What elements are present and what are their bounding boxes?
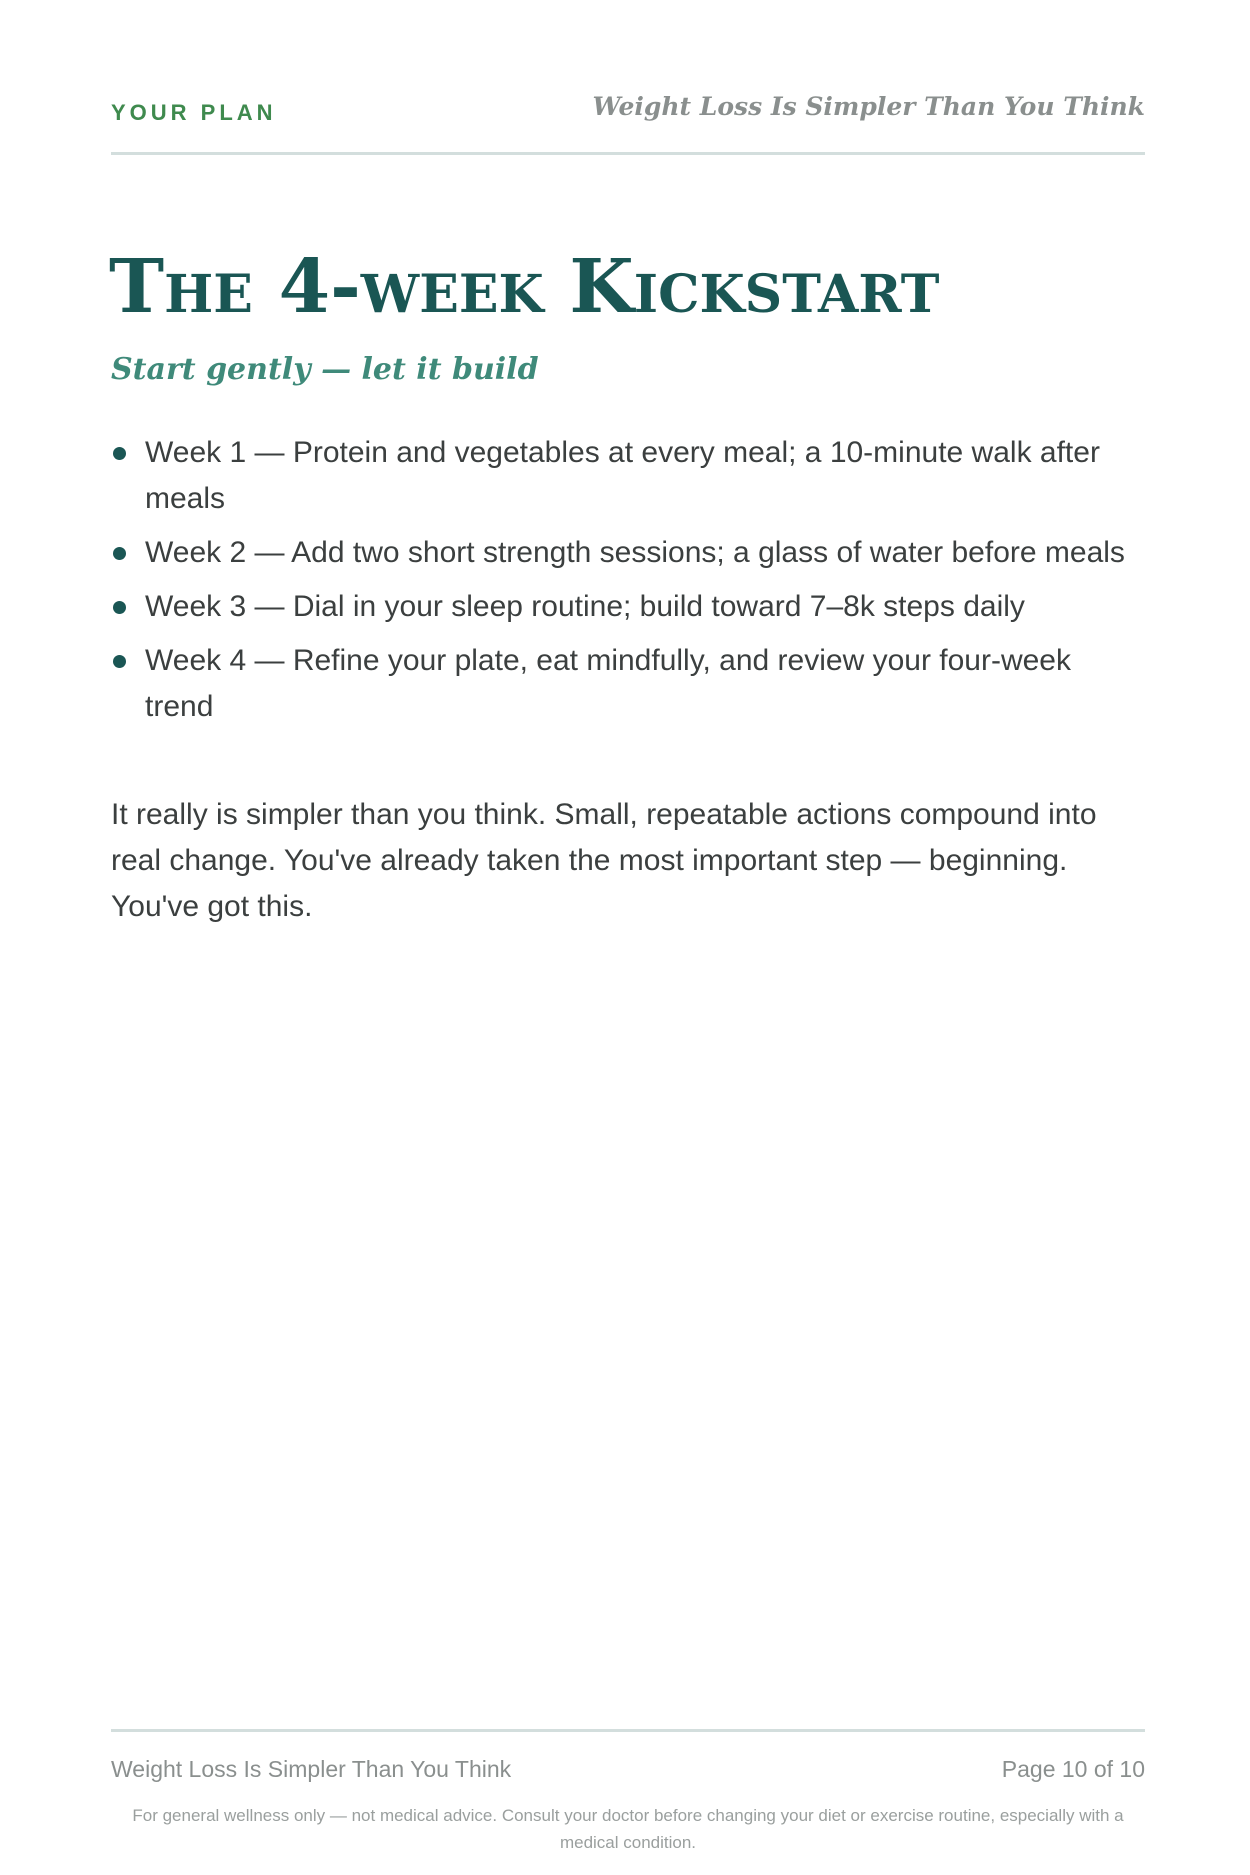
bullet-icon: [113, 655, 126, 668]
bullet-icon: [113, 447, 126, 460]
list-item-text: Week 1 — Protein and vegetables at every meal; a 10-minute walk after meals: [145, 436, 1100, 515]
list-item-text: Week 2 — Add two short strength sessions; a glass of water before meals: [145, 536, 1125, 569]
list-item: [111, 638, 1145, 730]
bullet-icon: [113, 601, 126, 614]
disclaimer: For general wellness only — not medical advice. Consult your doctor before changing your diet or exercise routine, especially with a medical condition.: [132, 1806, 1124, 1852]
bullet-icon: [113, 547, 126, 560]
list-item: [111, 584, 1145, 630]
list-item-text: Week 3 — Dial in your sleep routine; build toward 7–8k steps daily: [145, 590, 1025, 623]
list-item: [111, 530, 1145, 576]
page-subtitle: Start gently — let it build: [111, 352, 539, 387]
page-title: The 4-week Kickstart: [109, 244, 940, 330]
closing-paragraph: It really is simpler than you think. Small, repeatable actions compound into real change. You've already taken the most important step — beginning. You've got this.: [111, 798, 1097, 923]
section-label: YOUR PLAN: [111, 100, 277, 125]
page-footer: [111, 1729, 1145, 1852]
page-number: Page 10 of 10: [1001, 1756, 1145, 1782]
footer-title: Weight Loss Is Simpler Than You Think: [111, 1756, 512, 1782]
list-item: [111, 430, 1145, 522]
week-list: [111, 430, 1145, 738]
page-header: [111, 92, 1145, 155]
running-title: Weight Loss Is Simpler Than You Think: [592, 92, 1145, 121]
list-item-text: Week 4 — Refine your plate, eat mindfully, and review your four-week trend: [145, 644, 1071, 723]
